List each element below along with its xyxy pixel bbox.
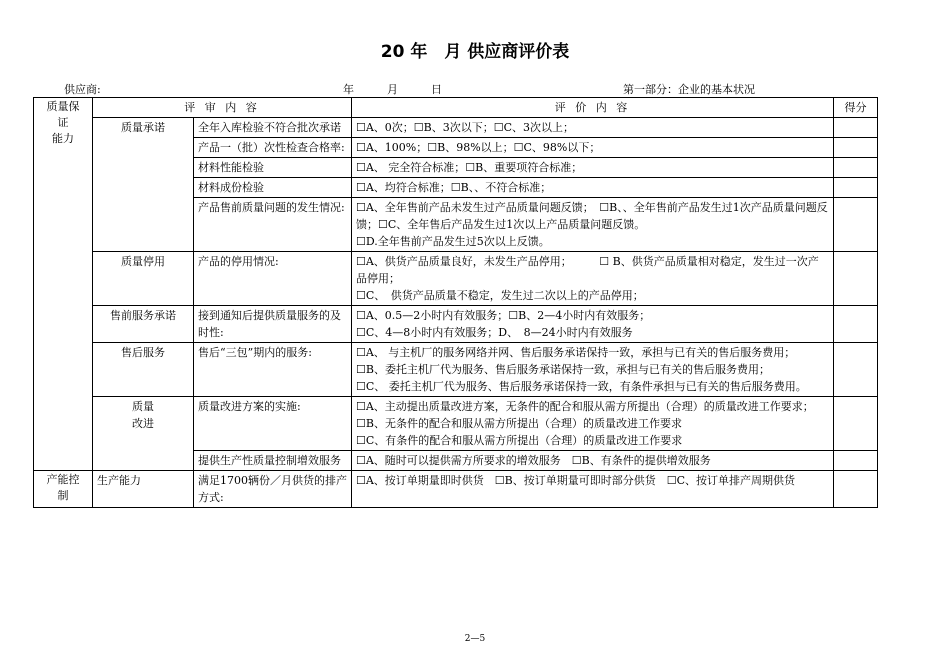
score-cell[interactable] xyxy=(834,397,878,451)
table-row xyxy=(34,306,878,343)
review-item: 材料性能检验 xyxy=(194,158,352,178)
evaluation-options[interactable] xyxy=(352,343,834,397)
score-cell[interactable] xyxy=(834,252,878,306)
score-cell[interactable] xyxy=(834,178,878,198)
table-row xyxy=(34,471,878,508)
evaluation-line: ☐C、 委托主机厂代为服务、售后服务承诺保持一致，有条件承担与已有关的售后服务费用。 xyxy=(356,380,807,393)
page-number: 2—5 xyxy=(464,634,486,644)
review-item: 产品的停用情况: xyxy=(194,252,352,306)
score-header: 得分 xyxy=(834,98,878,118)
subcategory-quality-suspension: 质量停用 xyxy=(93,252,194,306)
evaluation-line: ☐C、有条件的配合和服从需方所提出（合理）的质量改进工作要求 xyxy=(356,434,683,447)
score-cell[interactable] xyxy=(834,451,878,471)
category-quality-assurance: 质量保 证 能力 xyxy=(46,100,80,145)
supplier-label: 供应商: xyxy=(64,83,101,96)
evaluation-options[interactable] xyxy=(352,306,834,343)
blank-header-cell xyxy=(34,98,93,471)
review-item: 产品售前质量问题的发生情况: xyxy=(194,198,352,252)
table-header-row xyxy=(34,98,878,118)
category-capacity-control: 产能控 制 xyxy=(34,471,93,508)
evaluation-options[interactable] xyxy=(352,252,834,306)
score-cell[interactable] xyxy=(834,158,878,178)
evaluation-line: ☐B、委托主机厂代为服务、售后服务承诺保持一致，承担与已有关的售后服务费用； xyxy=(356,363,770,376)
evaluation-content-header: 评 价 内 容 xyxy=(352,98,834,118)
review-item: 质量改进方案的实施: xyxy=(194,397,352,451)
subcategory-presale-service: 售前服务承诺 xyxy=(93,306,194,343)
evaluation-line: ☐B、无条件的配合和服从需方所提出（合理）的质量改进工作要求 xyxy=(356,417,682,430)
review-content-header: 评 审 内 容 xyxy=(93,98,352,118)
evaluation-table xyxy=(33,97,878,508)
evaluation-line: ☐A、 与主机厂的服务网络并网、售后服务承诺保持一致，承担与已有关的售后服务费用； xyxy=(356,346,796,359)
form-title: 20 年 月 供应商评价表 xyxy=(380,42,570,62)
review-item: 提供生产性质量控制增效服务 xyxy=(194,451,352,471)
review-item: 满足1700辆份／月供货的排产方式: xyxy=(194,471,352,508)
evaluation-options[interactable]: ☐A、随时可以提供需方所要求的增效服务 ☐B、有条件的提供增效服务 xyxy=(352,451,834,471)
score-cell[interactable] xyxy=(834,138,878,158)
score-cell[interactable] xyxy=(834,306,878,343)
evaluation-line: ☐C、4—8小时内有效服务；D、 8—24小时内有效服务 xyxy=(356,326,633,339)
evaluation-options[interactable] xyxy=(352,198,834,252)
score-cell[interactable] xyxy=(834,118,878,138)
evaluation-options[interactable]: ☐A、0次；☐B、3次以下；☐C、3次以上； xyxy=(352,118,834,138)
evaluation-line: ☐A、0.5—2小时内有效服务；☐B、2—4小时内有效服务； xyxy=(356,309,651,322)
score-cell[interactable] xyxy=(834,471,878,508)
evaluation-options[interactable] xyxy=(352,397,834,451)
evaluation-line: ☐A、全年售前产品未发生过产品质量问题反馈； ☐B、、全年售前产品发生过1次产品质量问题反馈；☐C、全年售后产品发生过1次以上产品质量问题反馈。 xyxy=(356,201,828,231)
table-row xyxy=(34,343,878,397)
score-cell[interactable] xyxy=(834,343,878,397)
score-cell[interactable] xyxy=(834,198,878,252)
evaluation-line: ☐A、主动提出质量改进方案，无条件的配合和服从需方所提出（合理）的质量改进工作要求； xyxy=(356,400,814,413)
subcategory-aftersale-service: 售后服务 xyxy=(93,343,194,397)
evaluation-line: ☐C、 供货产品质量不稳定，发生过二次以上的产品停用； xyxy=(356,289,644,302)
table-row xyxy=(34,252,878,306)
review-item: 售后“三包”期内的服务: xyxy=(194,343,352,397)
part-label: 第一部分：企业的基本状况 xyxy=(623,83,755,96)
subcategory-production-capacity: 生产能力 xyxy=(93,471,194,508)
evaluation-options[interactable]: ☐A、 完全符合标准；☐B、重要项符合标准； xyxy=(352,158,834,178)
table-row xyxy=(34,397,878,451)
evaluation-options[interactable]: ☐A、100%；☐B、98%以上；☐C、98%以下； xyxy=(352,138,834,158)
subcategory-quality-improvement: 质量 改进 xyxy=(93,397,194,471)
review-item: 接到通知后提供质量服务的及时性: xyxy=(194,306,352,343)
evaluation-options[interactable]: ☐A、按订单期量即时供货 ☐B、按订单期量可即时部分供货 ☐C、按订单排产周期供货 xyxy=(352,471,834,508)
table-row xyxy=(34,118,878,138)
subcategory-quality-commitment: 质量承诺 xyxy=(93,118,194,252)
evaluation-line: ☐D.全年售前产品发生过5次以上反馈。 xyxy=(356,235,550,248)
review-item: 材料成份检验 xyxy=(194,178,352,198)
review-item: 全年入库检验不符合批次承诺 xyxy=(194,118,352,138)
review-item: 产品一（批）次性检查合格率: xyxy=(194,138,352,158)
evaluation-options[interactable]: ☐A、均符合标准；☐B、、不符合标准； xyxy=(352,178,834,198)
date-field: 年 月 日 xyxy=(343,83,442,96)
evaluation-line: ☐A、供货产品质量良好，未发生产品停用； ☐ B、供货产品质量相对稳定，发生过一次产品停用； xyxy=(356,255,819,285)
